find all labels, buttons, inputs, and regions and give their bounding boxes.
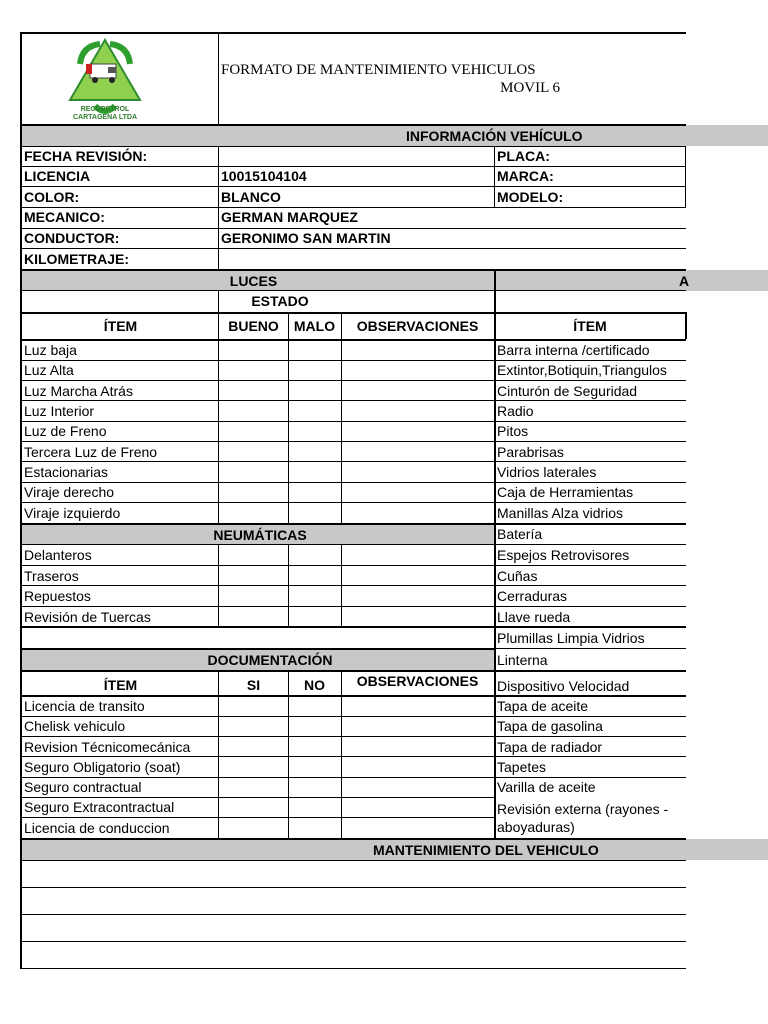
luces-header-item: ÍTEM [103,318,138,334]
grid-line [20,736,686,737]
info-label-color: COLOR: [24,189,80,205]
doc-header-no: NO [304,677,325,693]
right-item: Tapetes [497,759,547,775]
right-section-title-fragment: A [679,273,689,289]
doc-item: Chelisk vehiculo [24,718,126,734]
form-subtitle: MOVIL 6 [500,80,560,96]
luces-header-bueno: BUENO [228,318,279,334]
grid-line [20,269,686,271]
luces-header-malo: MALO [293,318,336,334]
grid-line [685,312,687,339]
right-item-last-line2: aboyaduras) [497,819,575,835]
grid-line [20,860,686,861]
info-section-title: INFORMACIÓN VEHÍCULO [406,128,583,144]
grid-line [20,380,686,381]
grid-line [218,146,219,269]
right-item: Parabrisas [497,444,564,460]
info-value-licencia: 10015104104 [221,168,307,184]
grid-line [20,360,686,361]
grid-line [20,606,686,607]
info-label-licencia: LICENCIA [24,168,91,184]
doc-header-observaciones: OBSERVACIONES [356,673,479,689]
documentacion-title: DOCUMENTACIÓN [207,652,333,668]
grid-line [20,421,686,422]
neumaticas-item: Delanteros [24,547,92,563]
doc-item: Licencia de transito [24,698,145,714]
luces-item: Tercera Luz de Freno [24,444,158,460]
info-label-fecha: FECHA REVISIÓN: [24,148,148,164]
doc-item: Seguro contractual [24,779,142,795]
grid-line [20,228,686,229]
grid-line [341,544,342,626]
info-label-conductor: CONDUCTOR: [24,230,120,246]
luces-header-observaciones: OBSERVACIONES [356,318,479,334]
right-item: Linterna [497,652,548,668]
logo-text-1: RECOPETROL [80,106,130,113]
neumaticas-item: Revisión de Tuercas [24,609,151,625]
grid-line [20,146,686,147]
grid-line [20,565,686,566]
luces-title: LUCES [229,273,278,289]
grid-line [20,941,686,942]
grid-line [20,797,494,798]
luces-item: Viraje derecho [24,484,115,500]
luces-item: Luz Alta [24,362,74,378]
doc-item: Licencia de conduccion [24,820,170,836]
info-label-modelo: MODELO: [497,189,564,205]
header-bottom [20,124,686,126]
grid-line [20,523,686,525]
info-label-mecanico: MECANICO: [24,209,105,225]
grid-line [20,339,686,341]
right-item: Manillas Alza vidrios [497,505,624,521]
grid-line [20,248,686,249]
grid-line [20,670,686,672]
neumaticas-item: Traseros [24,568,79,584]
neumaticas-title: NEUMÁTICAS [213,527,307,543]
grid-line [288,544,289,626]
luces-item: Luz baja [24,342,77,358]
grid-line [20,290,686,291]
grid-line [288,670,289,839]
grid-line [288,312,289,524]
header-divider [218,32,219,125]
grid-line [218,290,219,524]
grid-line [20,441,686,442]
info-value-mecanico: GERMAN MARQUEZ [221,209,358,225]
grid-line [20,777,686,778]
right-item-last-line1: Revisión externa (rayones - [497,801,669,817]
estado-label: ESTADO [251,293,309,309]
luces-item: Viraje izquierdo [24,505,121,521]
grid-line [341,312,342,524]
grid-line [20,482,686,483]
info-value-conductor: GERONIMO SAN MARTIN [221,230,391,246]
form-title: FORMATO DE MANTENIMIENTO VEHICULOS [221,62,536,78]
right-item: Tapa de gasolina [497,718,603,734]
grid-line [685,146,686,207]
info-section-bar [22,125,768,146]
info-label-kilometraje: KILOMETRAJE: [24,251,129,267]
grid-line [20,312,686,314]
grid-line [20,695,686,697]
grid-line [20,648,494,650]
frame-top [20,32,686,34]
logo-text-2: CARTAGENA LTDA [72,114,138,121]
right-item: Dispositivo Velocidad [497,678,630,694]
mantenimiento-title: MANTENIMIENTO DEL VEHICULO [373,842,599,858]
right-item: Llave rueda [497,609,571,625]
right-item: Espejos Retrovisores [497,547,630,563]
grid-line [494,270,496,840]
grid-line [20,207,686,208]
right-item: Tapa de radiador [497,739,603,755]
right-item: Tapa de aceite [497,698,589,714]
grid-line [20,914,686,915]
grid-line [20,968,686,969]
neumaticas-item: Repuestos [24,588,91,604]
right-header-item: ÍTEM [573,318,607,334]
grid-line [20,716,686,717]
right-item: Cuñas [497,568,538,584]
grid-line [494,648,686,649]
doc-header-si: SI [246,677,261,693]
right-item: Batería [497,526,543,542]
grid-line [20,626,686,628]
right-item: Pitos [497,423,529,439]
grid-line [20,544,686,545]
grid-line [20,817,494,818]
right-item: Radio [497,403,534,419]
right-item: Vidrios laterales [497,464,597,480]
info-value-color: BLANCO [221,189,281,205]
right-item: Varilla de aceite [497,779,596,795]
luces-item: Luz Interior [24,403,95,419]
grid-line [218,670,219,839]
grid-line [20,838,686,840]
grid-line [20,502,686,503]
frame-left [20,32,22,969]
right-item: Caja de Herramientas [497,484,634,500]
grid-line [20,400,686,401]
luces-item: Luz Marcha Atrás [24,383,133,399]
grid-line [341,670,342,839]
right-section-bar [495,270,768,291]
doc-item: Seguro Extracontractual [24,799,175,815]
luces-item: Luz de Freno [24,423,107,439]
grid-line [20,461,686,462]
grid-line [20,186,686,187]
grid-line [218,544,219,626]
grid-line [20,756,686,757]
grid-line [20,585,686,586]
doc-item: Seguro Obligatorio (soat) [24,759,181,775]
info-label-marca: MARCA: [497,168,554,184]
doc-header-item: ÍTEM [103,677,138,693]
right-item: Plumillas Limpia Vidrios [497,630,645,646]
doc-item: Revision Técnicomecánica [24,739,191,755]
grid-line [494,146,495,207]
right-item: Cinturón de Seguridad [497,383,638,399]
luces-item: Estacionarias [24,464,109,480]
right-item: Barra interna /certificado [497,342,650,358]
grid-line [20,166,686,167]
right-item: Extintor,Botiquin,Triangulos [497,362,667,378]
right-item: Cerraduras [497,588,568,604]
grid-line [20,887,686,888]
info-label-placa: PLACA: [497,148,550,164]
